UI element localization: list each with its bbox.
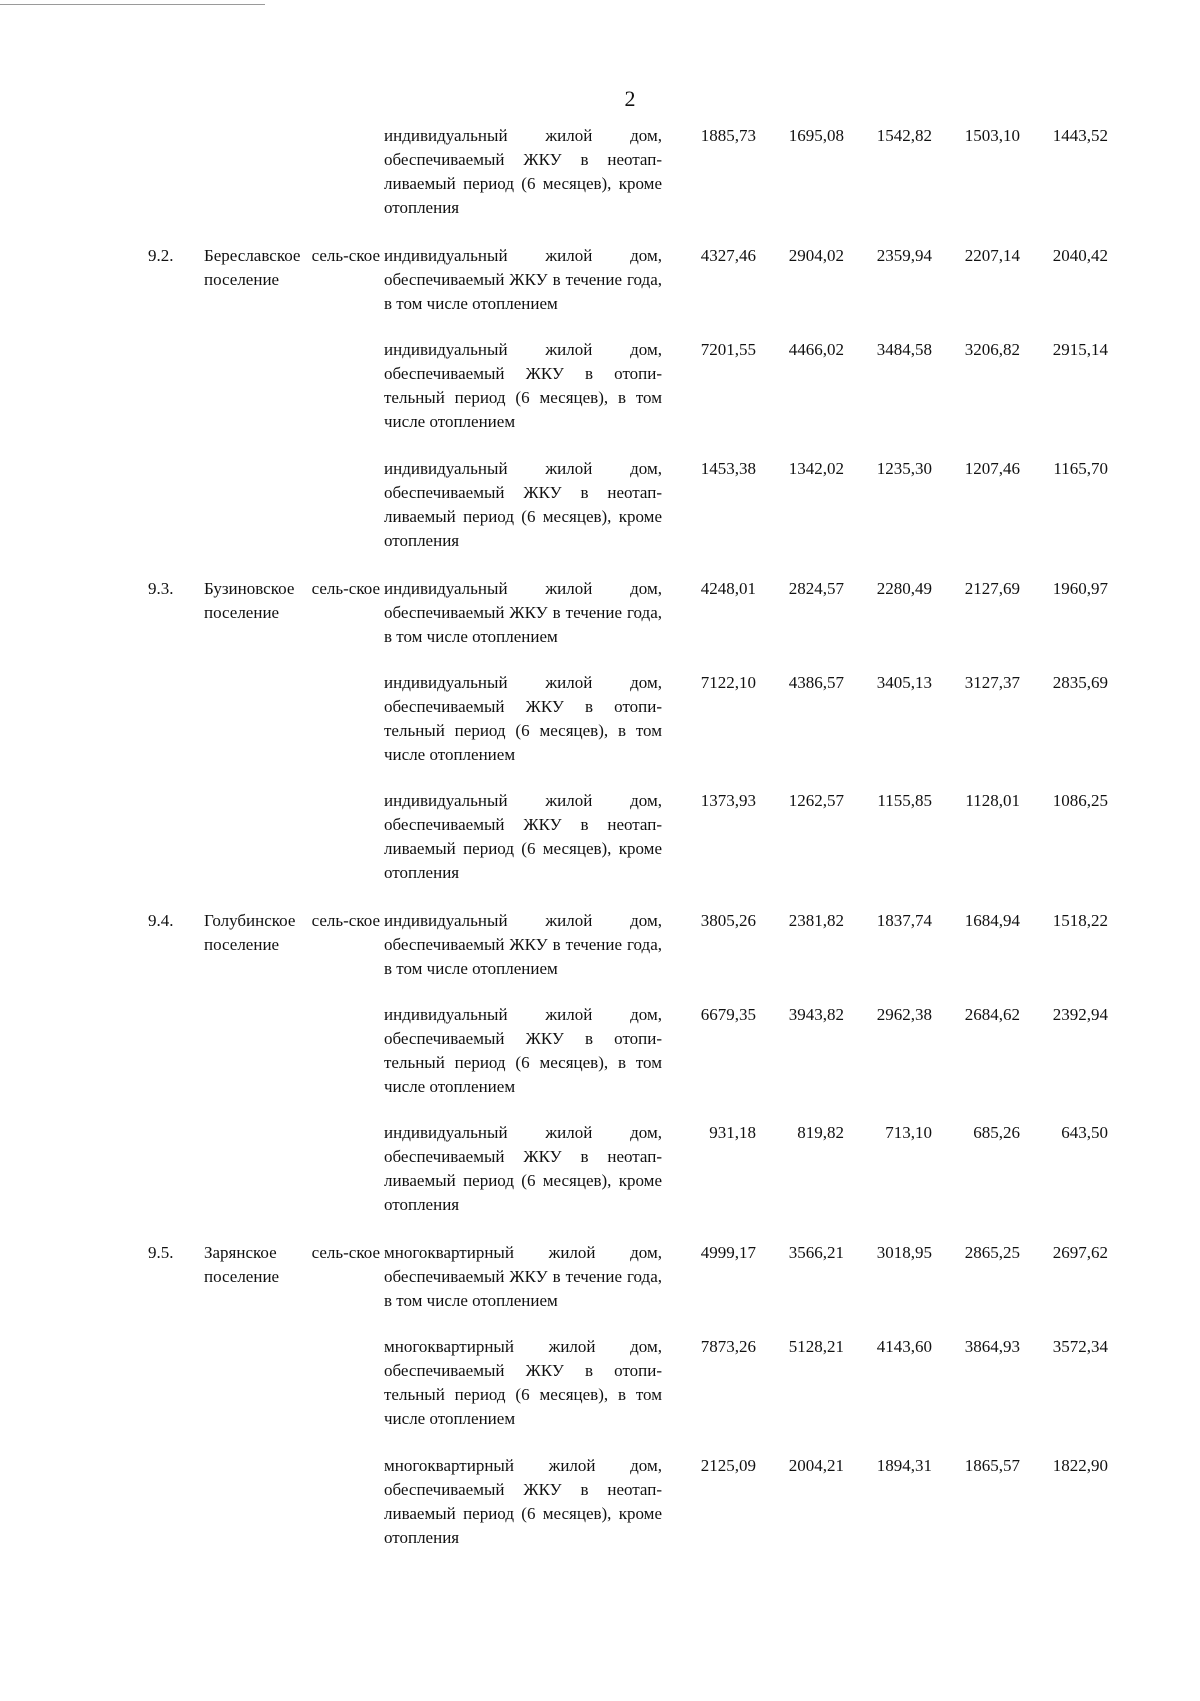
value-cell: 4466,02 xyxy=(788,340,844,359)
value-cell: 2004,21 xyxy=(788,1456,844,1475)
row-number: 9.3. xyxy=(148,579,174,598)
table-row xyxy=(148,577,1108,649)
value-cell: 4248,01 xyxy=(700,579,756,598)
page-number: 2 xyxy=(624,86,636,111)
value-cell: 2824,57 xyxy=(788,579,844,598)
row-number: 9.4. xyxy=(148,911,174,930)
value-cell: 3864,93 xyxy=(964,1337,1020,1356)
value-cell: 2865,25 xyxy=(964,1243,1020,1262)
value-cell: 3127,37 xyxy=(964,673,1020,692)
value-cell: 1086,25 xyxy=(1052,791,1108,810)
value-cell: 7122,10 xyxy=(700,673,756,692)
value-cell: 1235,30 xyxy=(876,459,932,478)
table-row xyxy=(148,671,1108,767)
value-cell: 1342,02 xyxy=(788,459,844,478)
value-cell: 1885,73 xyxy=(700,126,756,145)
value-cell: 1822,90 xyxy=(1052,1456,1108,1475)
value-cell: 1207,46 xyxy=(964,459,1020,478)
value-cell: 2125,09 xyxy=(700,1456,756,1475)
settlement-name: Бузиновское сель-ское поселение xyxy=(204,579,380,622)
value-cell: 3484,58 xyxy=(876,340,932,359)
value-cell: 1542,82 xyxy=(876,126,932,145)
housing-description: многоквартирный жилой дом, обеспечиваемый ЖКУ в отопи-тельный период (6 месяцев), в том числе отоплением xyxy=(384,1337,662,1428)
value-cell: 819,82 xyxy=(797,1123,844,1142)
value-cell: 1865,57 xyxy=(964,1456,1020,1475)
value-cell: 4386,57 xyxy=(788,673,844,692)
value-cell: 2392,94 xyxy=(1052,1005,1108,1024)
value-cell: 3206,82 xyxy=(964,340,1020,359)
table-row xyxy=(148,1003,1108,1099)
housing-description: индивидуальный жилой дом, обеспечиваемый ЖКУ в неотап-ливаемый период (6 месяцев), кроме отопления xyxy=(384,126,662,217)
value-cell: 1894,31 xyxy=(876,1456,932,1475)
table-row xyxy=(148,124,1108,220)
value-cell: 2040,42 xyxy=(1052,246,1108,265)
housing-description: индивидуальный жилой дом, обеспечиваемый ЖКУ в неотап-ливаемый период (6 месяцев), кроме отопления xyxy=(384,459,662,550)
value-cell: 2207,14 xyxy=(964,246,1020,265)
value-cell: 1155,85 xyxy=(877,791,932,810)
value-cell: 931,18 xyxy=(709,1123,756,1142)
housing-description: индивидуальный жилой дом, обеспечиваемый ЖКУ в течение года, в том числе отоплением xyxy=(384,911,662,978)
value-cell: 3405,13 xyxy=(876,673,932,692)
value-cell: 7201,55 xyxy=(700,340,756,359)
value-cell: 1165,70 xyxy=(1053,459,1108,478)
housing-description: индивидуальный жилой дом, обеспечиваемый ЖКУ в отопи-тельный период (6 месяцев), в том числе отоплением xyxy=(384,340,662,431)
value-cell: 2835,69 xyxy=(1052,673,1108,692)
settlement-name: Голубинское сель-ское поселение xyxy=(204,911,380,954)
value-cell: 3943,82 xyxy=(788,1005,844,1024)
value-cell: 3018,95 xyxy=(876,1243,932,1262)
housing-description: индивидуальный жилой дом, обеспечиваемый ЖКУ в отопи-тельный период (6 месяцев), в том числе отоплением xyxy=(384,673,662,764)
scan-edge-line xyxy=(0,4,265,5)
table-row xyxy=(148,338,1108,434)
table-row xyxy=(148,1241,1108,1313)
value-cell: 1960,97 xyxy=(1052,579,1108,598)
housing-description: индивидуальный жилой дом, обеспечиваемый ЖКУ в неотап-ливаемый период (6 месяцев), кроме отопления xyxy=(384,791,662,882)
value-cell: 2915,14 xyxy=(1052,340,1108,359)
housing-description: индивидуальный жилой дом, обеспечиваемый ЖКУ в течение года, в том числе отоплением xyxy=(384,579,662,646)
value-cell: 1518,22 xyxy=(1052,911,1108,930)
value-cell: 1503,10 xyxy=(964,126,1020,145)
row-number: 9.2. xyxy=(148,246,174,265)
table-row xyxy=(148,1454,1108,1550)
value-cell: 4143,60 xyxy=(876,1337,932,1356)
housing-description: многоквартирный жилой дом, обеспечиваемый ЖКУ в неотап-ливаемый период (6 месяцев), кроме отопления xyxy=(384,1456,662,1547)
value-cell: 2962,38 xyxy=(876,1005,932,1024)
value-cell: 7873,26 xyxy=(700,1337,756,1356)
table-row xyxy=(148,789,1108,885)
settlement-name: Зарянское сель-ское поселение xyxy=(204,1243,380,1286)
value-cell: 2359,94 xyxy=(876,246,932,265)
value-cell: 1453,38 xyxy=(700,459,756,478)
value-cell: 643,50 xyxy=(1061,1123,1108,1142)
housing-description: индивидуальный жилой дом, обеспечиваемый ЖКУ в течение года, в том числе отоплением xyxy=(384,246,662,313)
value-cell: 1837,74 xyxy=(876,911,932,930)
settlement-name: Береславское сель-ское поселение xyxy=(204,246,380,289)
row-number: 9.5. xyxy=(148,1243,174,1262)
value-cell: 1373,93 xyxy=(700,791,756,810)
value-cell: 3572,34 xyxy=(1052,1337,1108,1356)
table-row xyxy=(148,1121,1108,1217)
value-cell: 2697,62 xyxy=(1052,1243,1108,1262)
value-cell: 2280,49 xyxy=(876,579,932,598)
value-cell: 1684,94 xyxy=(964,911,1020,930)
table-row xyxy=(148,909,1108,981)
value-cell: 5128,21 xyxy=(788,1337,844,1356)
value-cell: 685,26 xyxy=(973,1123,1020,1142)
value-cell: 1695,08 xyxy=(788,126,844,145)
value-cell: 1443,52 xyxy=(1052,126,1108,145)
value-cell: 4327,46 xyxy=(700,246,756,265)
value-cell: 2381,82 xyxy=(788,911,844,930)
housing-description: многоквартирный жилой дом, обеспечиваемый ЖКУ в течение года, в том числе отоплением xyxy=(384,1243,662,1310)
value-cell: 713,10 xyxy=(885,1123,932,1142)
table-row xyxy=(148,457,1108,553)
value-cell: 3566,21 xyxy=(788,1243,844,1262)
value-cell: 4999,17 xyxy=(700,1243,756,1262)
value-cell: 2904,02 xyxy=(788,246,844,265)
table-row xyxy=(148,244,1108,316)
value-cell: 3805,26 xyxy=(700,911,756,930)
housing-description: индивидуальный жилой дом, обеспечиваемый ЖКУ в отопи-тельный период (6 месяцев), в том числе отоплением xyxy=(384,1005,662,1096)
table-row xyxy=(148,1335,1108,1431)
value-cell: 2684,62 xyxy=(964,1005,1020,1024)
value-cell: 1128,01 xyxy=(965,791,1020,810)
value-cell: 6679,35 xyxy=(700,1005,756,1024)
housing-description: индивидуальный жилой дом, обеспечиваемый ЖКУ в неотап-ливаемый период (6 месяцев), кроме отопления xyxy=(384,1123,662,1214)
value-cell: 1262,57 xyxy=(788,791,844,810)
value-cell: 2127,69 xyxy=(964,579,1020,598)
